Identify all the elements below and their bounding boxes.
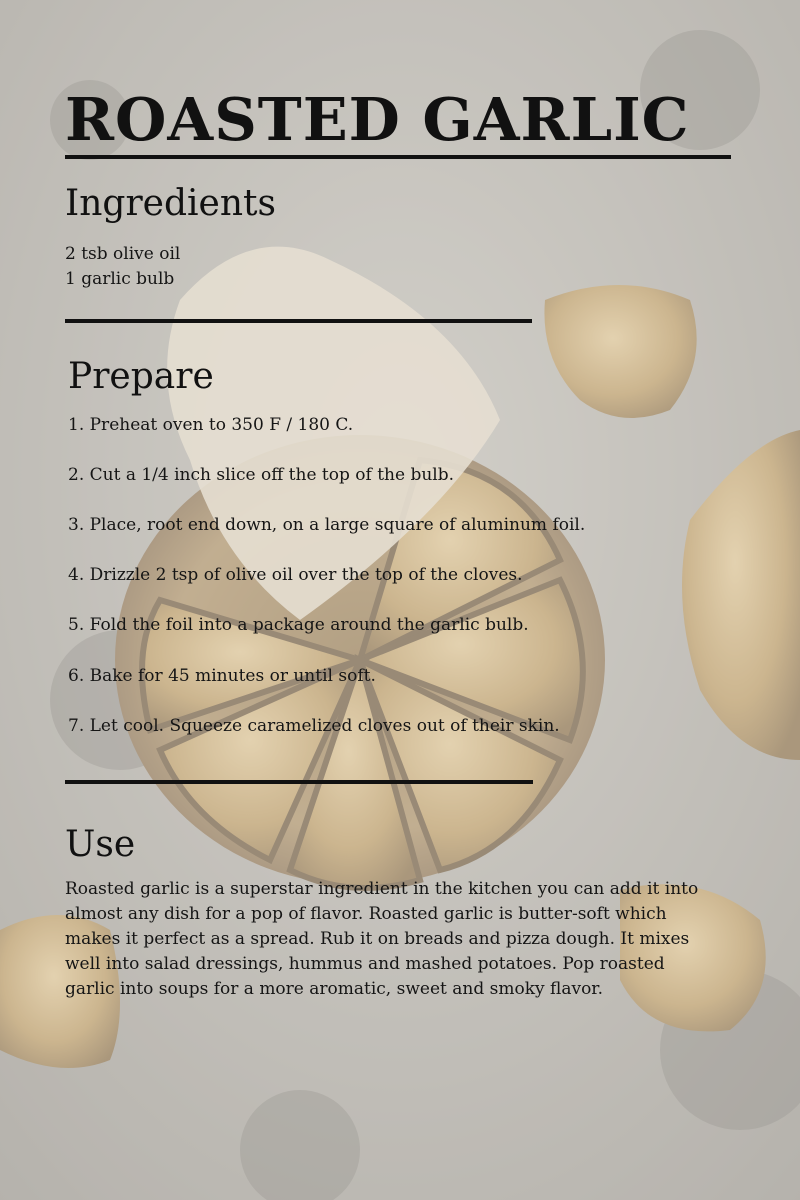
ingredients-list <box>65 242 180 292</box>
title-divider <box>65 155 731 159</box>
step-item: 7. Let cool. Squeeze caramelized cloves out of their skin. <box>68 716 560 736</box>
step-item: 3. Place, root end down, on a large square of aluminum foil. <box>68 515 586 535</box>
prepare-divider <box>65 780 533 784</box>
step-item: 5. Fold the foil into a package around the garlic bulb. <box>68 615 529 635</box>
ingredients-divider <box>65 319 532 323</box>
prepare-heading: Prepare <box>68 356 214 397</box>
ingredient-item: 2 tsb olive oil <box>65 244 181 264</box>
step-item: 4. Drizzle 2 tsp of olive oil over the top of the cloves. <box>68 565 523 585</box>
ingredient-item: 1 garlic bulb <box>65 269 175 289</box>
step-item: 1. Preheat oven to 350 F / 180 C. <box>68 415 354 435</box>
use-description: Roasted garlic is a superstar ingredient in the kitchen you can add it into almost any dish for a pop of flavor. Roasted garlic is butter-soft which makes it perfect as a spread. Rub it on breads and pizza dough. It mixes well into salad dressings, hummus and mashed potatoes. Pop roasted garlic into soups for a more aromatic, sweet and smoky flavor. <box>65 879 699 999</box>
use-heading: Use <box>65 824 136 865</box>
ingredients-heading: Ingredients <box>65 183 276 224</box>
recipe-title: ROASTED GARLIC <box>65 85 690 154</box>
step-item: 2. Cut a 1/4 inch slice off the top of the bulb. <box>68 465 455 485</box>
step-item: 6. Bake for 45 minutes or until soft. <box>68 666 376 686</box>
